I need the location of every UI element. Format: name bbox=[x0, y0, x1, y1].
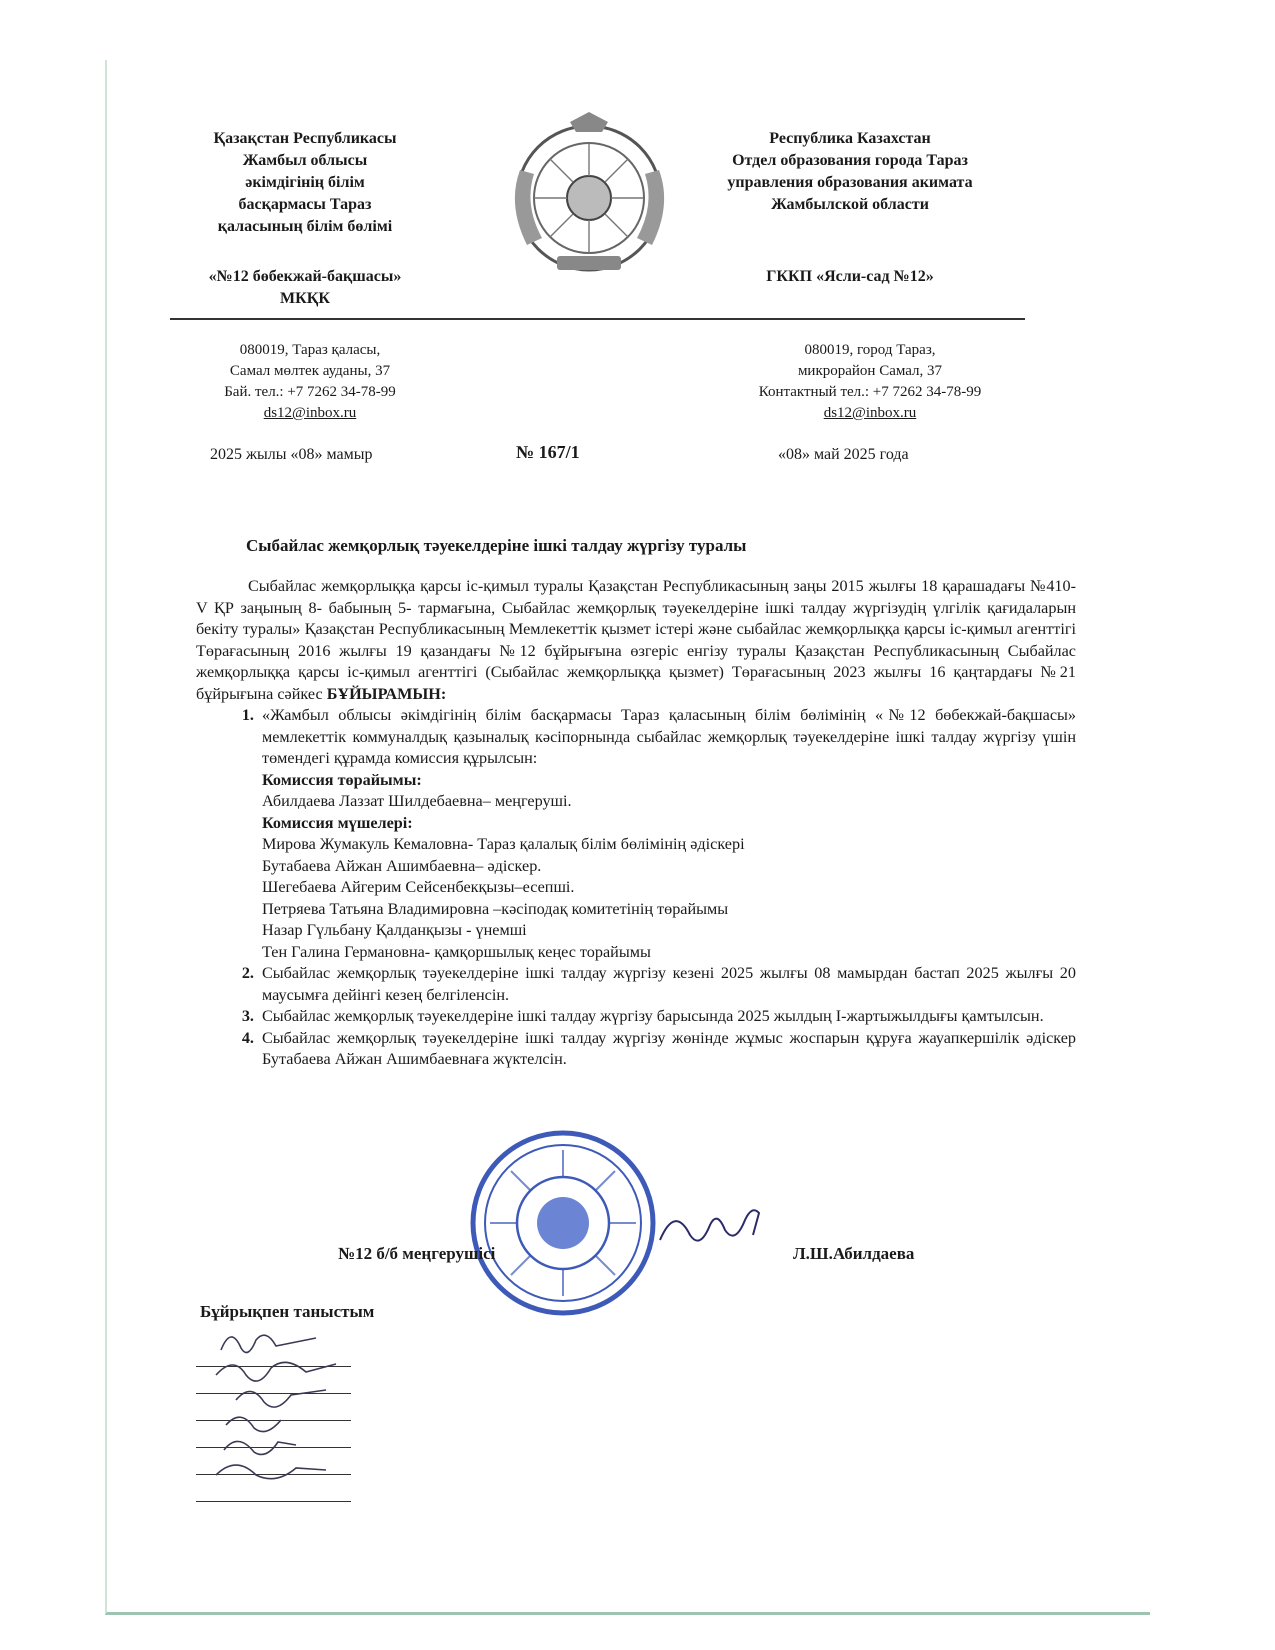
order-item-3: 3. Сыбайлас жемқорлық тәуекелдеріне ішкі талдау жүргізу барысында 2025 жылдың I-жартыжылдығы қамтылсын. bbox=[258, 1006, 1076, 1028]
order-item-1 bbox=[258, 705, 1076, 963]
document-body bbox=[196, 576, 1076, 1071]
header-left-line: әкімдігінің білім bbox=[245, 174, 365, 191]
member-item: Назар Гүльбану Қалданқызы - үнемші bbox=[262, 921, 527, 939]
date-kazakh: 2025 жылы «08» мамыр bbox=[210, 446, 373, 463]
member-item: Бутабаева Айжан Ашимбаевна– әдіскер. bbox=[262, 856, 542, 875]
header-left-line: қаласының білім бөлімі bbox=[217, 218, 393, 235]
header-left-line: Қазақстан Республикасы bbox=[213, 130, 397, 147]
document-title: Сыбайлас жемқорлық тәуекелдеріне ішкі талдау жүргізу туралы bbox=[246, 536, 747, 555]
header-kazakh bbox=[180, 128, 430, 310]
header-right-org: ГККП «Ясли-сад №12» bbox=[766, 268, 934, 285]
member-item: Петряева Татьяна Владимировна –кәсіподақ комитетінің төрайымы bbox=[262, 899, 729, 918]
handwritten-signatures bbox=[196, 1320, 356, 1490]
member-item: Тен Галина Германовна- қамқоршылық кеңес торайымы bbox=[262, 942, 651, 961]
document-number: № 167/1 bbox=[516, 442, 580, 462]
header-right-line: Жамбылской области bbox=[771, 196, 929, 213]
header-left-org: «№12 бөбекжай-бақшасы» bbox=[208, 268, 402, 285]
member-item: Шегебаева Айгерим Сейсенбекқызы–есепші. bbox=[262, 878, 575, 896]
preamble-text: Сыбайлас жемқорлыққа қарсы іс-қимыл туралы Қазақстан Республикасының заңы 2015 жылғы 18 қарашадағы №410-V ҚР заңының 8- бабының 5- тармағына, Сыбайлас жемқорлық тәуекелдеріне ішкі талдау жүргізудің үлгілік қағидаларын бекіту туралы» Қазақстан Республикасының Мемлекеттік қызмет істері және сыбайлас жемқорлыққа қарсы іс-қимыл агенттігі Төрағасының 2016 жылғы 19 қазандағы №12 бұйрығына өзгеріс енгізу туралы Қазақстан Республикасының Сыбайлас жемқорлыққа қарсы іс-қимыл агенттігі (Сыбайлас жемқорлыққа қызмет) Төрағасының 2023 жылғы 16 қаңтардағы №21 бұйрығына сәйкес bbox=[196, 577, 1076, 703]
header-divider bbox=[170, 318, 1025, 320]
member-item: Мирова Жумакуль Кемаловна- Тараз қалалық білім бөлімінің әдіскері bbox=[262, 835, 745, 853]
order-items bbox=[196, 705, 1076, 1071]
address-phone: Бай. тел.: +7 7262 34-78-99 bbox=[224, 384, 396, 400]
header-right-line: Республика Казахстан bbox=[769, 130, 931, 147]
state-emblem-icon bbox=[502, 110, 677, 285]
address-line: микрорайон Самал, 37 bbox=[797, 363, 943, 379]
official-stamp bbox=[468, 1128, 658, 1318]
signature-position: №12 б/б меңгерушісі bbox=[338, 1244, 496, 1263]
header-left-line: басқармасы Тараз bbox=[238, 196, 372, 213]
header-right-line: Отдел образования города Тараз bbox=[732, 152, 968, 169]
item-1-text: «Жамбыл облысы әкімдігінің білім басқармасы Тараз қаласының білім бөлімінің «№12 бөбекжай-бақшасы» мемлекеттік коммуналдық қазыналық кәсіпорнында сыбайлас жемқорлық тәуекелдеріне ішкі талдау жүргізу үшін төмендегі құрамда комиссия құрылсын: bbox=[262, 706, 1076, 767]
order-item-4: 4. Сыбайлас жемқорлық тәуекелдеріне ішкі талдау жүргізу жөнінде жұмыс жоспарын құруға жауапкершілік әдіскер Бутабаева Айжан Ашимбаевнаға жүктелсін. bbox=[258, 1028, 1076, 1071]
header-left-org-type: МКҚК bbox=[280, 290, 330, 307]
date-russian: «08» май 2025 года bbox=[778, 446, 909, 463]
chair-label: Комиссия төрайымы: bbox=[262, 770, 422, 789]
email-link[interactable]: ds12@inbox.ru bbox=[823, 405, 917, 421]
preamble-paragraph bbox=[196, 576, 1076, 705]
signature-name: Л.Ш.Абилдаева bbox=[793, 1244, 915, 1263]
header-left-line: Жамбыл облысы bbox=[242, 152, 368, 169]
chair-name: Абилдаева Лаззат Шилдебаевна– меңгеруші. bbox=[262, 792, 572, 810]
header-russian bbox=[700, 128, 1000, 288]
email-link[interactable]: ds12@inbox.ru bbox=[263, 405, 357, 421]
address-phone: Контактный тел.: +7 7262 34-78-99 bbox=[758, 384, 982, 400]
order-item-2: 2. Сыбайлас жемқорлық тәуекелдеріне ішкі талдау жүргізу кезені 2025 жылғы 08 мамырдан бастап 2025 жылғы 20 маусымға дейінгі кезең белгіленсін. bbox=[258, 963, 1076, 1006]
acknowledgement-label: Бұйрықпен таныстым bbox=[200, 1302, 375, 1321]
address-line: 080019, город Тараз, bbox=[804, 342, 936, 358]
director-signature bbox=[655, 1195, 765, 1255]
address-line: 080019, Тараз қаласы, bbox=[239, 342, 381, 358]
order-word: БҰЙЫРАМЫН: bbox=[326, 684, 447, 703]
address-russian bbox=[720, 340, 1020, 424]
members-label: Комиссия мүшелері: bbox=[262, 813, 413, 832]
address-kazakh bbox=[190, 340, 430, 424]
address-line: Самал мөлтек ауданы, 37 bbox=[229, 363, 391, 379]
header-right-line: управления образования акимата bbox=[727, 174, 973, 191]
